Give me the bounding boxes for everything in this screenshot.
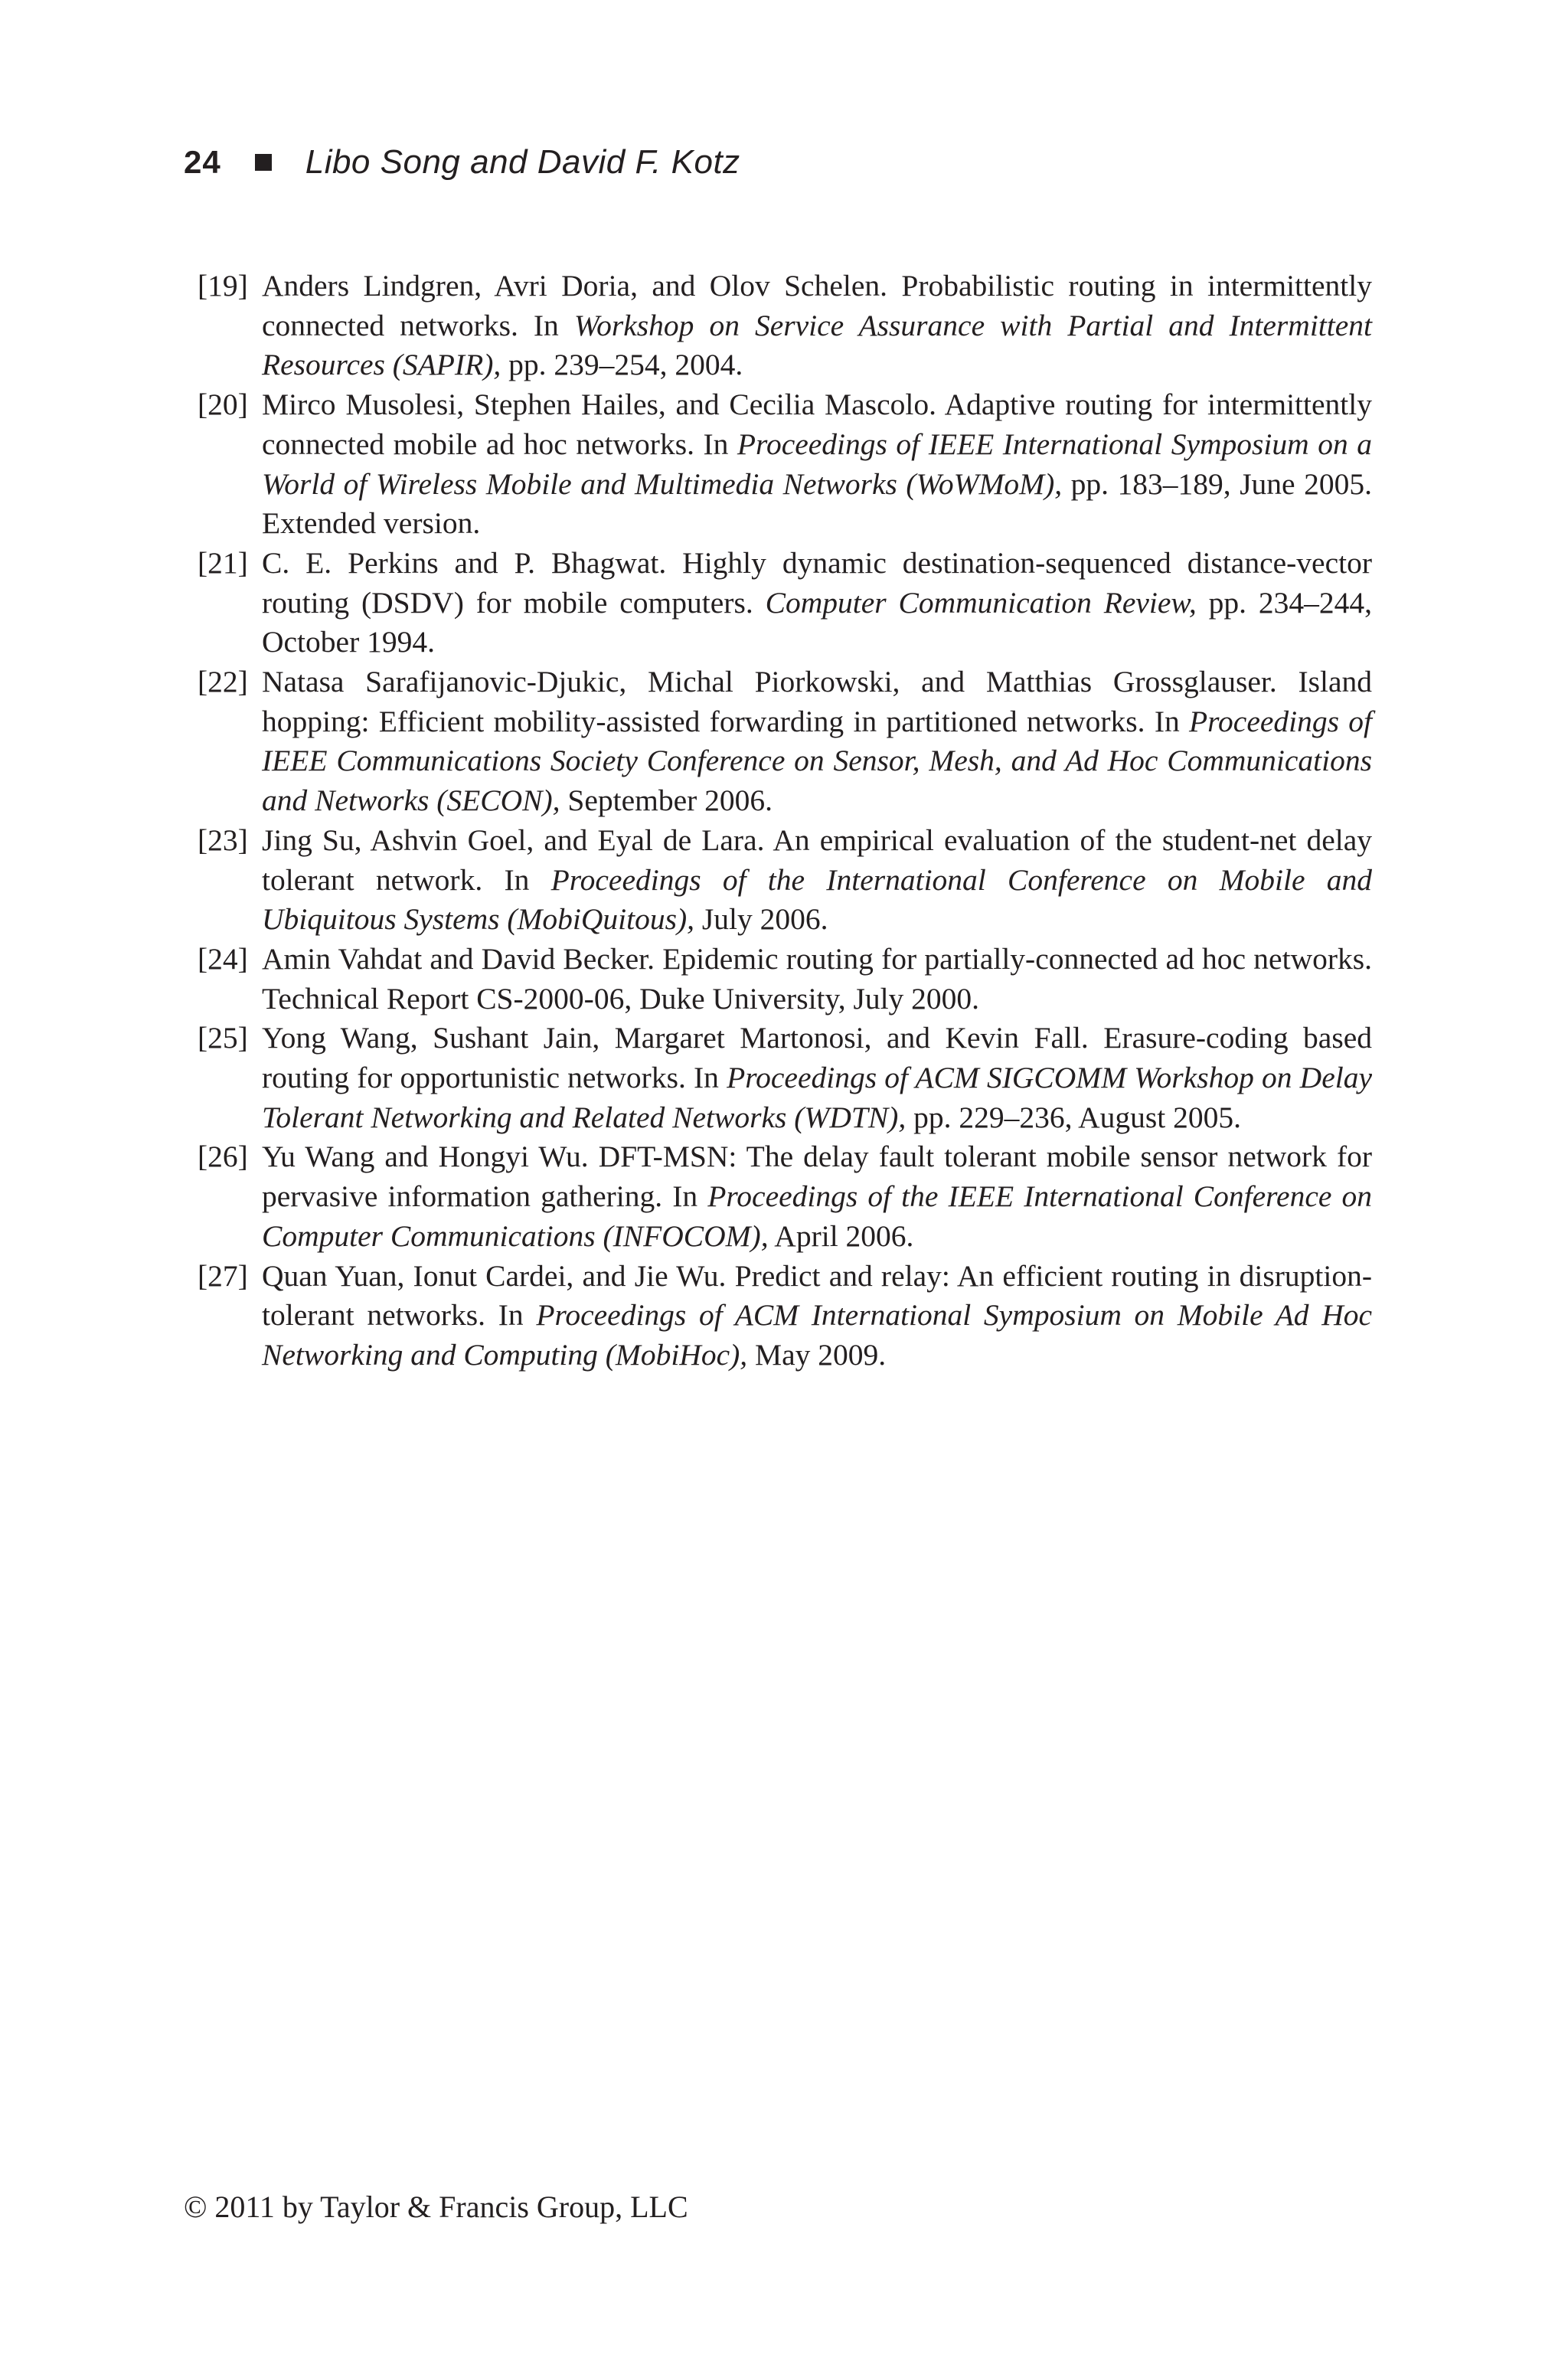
reference-text: Yu Wang and Hongyi Wu. DFT-MSN: The delay fault tolerant mobile sensor network for pervasive information gathering. In — [262, 1140, 1372, 1214]
reference-text: Jing Su, Ashvin Goel, and Eyal de Lara. An empirical evaluation of the student-net delay tolerant network. In — [262, 823, 1372, 897]
reference-number: [24] — [198, 941, 248, 976]
reference-details: pp. 229–236, August 2005. — [906, 1100, 1242, 1134]
reference-20 — [198, 385, 1372, 544]
reference-body — [262, 267, 1372, 385]
reference-body — [262, 1137, 1372, 1256]
reference-list — [198, 267, 1372, 1375]
running-head — [184, 139, 740, 185]
reference-details: July 2006. — [694, 902, 828, 937]
reference-text: Anders Lindgren, Avri Doria, and Olov Schelen. Probabilistic routing in intermittently connected networks. In — [262, 269, 1372, 342]
reference-details: pp. 239–254, 2004. — [501, 348, 743, 382]
page-number: 24 — [184, 144, 221, 180]
reference-24 — [198, 940, 1372, 1019]
reference-details: September 2006. — [560, 783, 773, 818]
reference-details: pp. 183–189, June 2005. Extended version. — [262, 466, 1372, 541]
reference-body — [262, 385, 1372, 544]
running-head-authors: Libo Song and David F. Kotz — [305, 143, 740, 181]
reference-number: [20] — [198, 388, 248, 422]
reference-venue: Workshop on Service Assurance with Partial and Intermittent Resources (SAPIR), — [262, 308, 1372, 382]
reference-body — [262, 821, 1372, 940]
reference-venue: Proceedings of the IEEE International Conference on Computer Communications (INFOCOM), — [262, 1179, 1372, 1253]
reference-venue: Proceedings of IEEE International Symposium on a World of Wireless Mobile and Multimedia Networks (WoWMoM), — [262, 427, 1372, 501]
square-bullet-icon — [255, 154, 272, 171]
reference-text: Natasa Sarafijanovic-Djukic, Michal Piorkowski, and Matthias Grossglauser. Island hopping: Efficient mobility-assisted forwarding in partitioned networks. In — [262, 665, 1372, 738]
reference-text: C. E. Perkins and P. Bhagwat. Highly dynamic destination-sequenced distance-vector routing (DSDV) for mobile computers. — [262, 545, 1372, 620]
reference-body — [262, 1019, 1372, 1137]
reference-body — [262, 940, 1372, 1019]
reference-body — [262, 662, 1372, 821]
reference-21 — [198, 544, 1372, 662]
reference-details: May 2009. — [747, 1337, 887, 1372]
reference-19 — [198, 267, 1372, 385]
reference-text: Quan Yuan, Ionut Cardei, and Jie Wu. Predict and relay: An efficient routing in disruption-tolerant networks. In — [262, 1258, 1372, 1333]
reference-number: [27] — [198, 1258, 248, 1293]
reference-venue: Computer Communication Review, — [765, 585, 1197, 620]
reference-body — [262, 1257, 1372, 1375]
reference-27 — [198, 1257, 1372, 1375]
reference-text: Yong Wang, Sushant Jain, Margaret Martonosi, and Kevin Fall. Erasure-coding based routing for opportunistic networks. In — [262, 1021, 1372, 1095]
reference-number: [23] — [198, 823, 248, 857]
reference-22 — [198, 662, 1372, 821]
reference-venue: Proceedings of IEEE Communications Society Conference on Sensor, Mesh, and Ad Hoc Communications and Networks (SECON), — [262, 704, 1373, 818]
reference-number: [25] — [198, 1021, 248, 1055]
reference-number: [19] — [198, 269, 248, 303]
reference-26 — [198, 1137, 1372, 1256]
copyright-notice: © 2011 by Taylor & Francis Group, LLC — [184, 2190, 688, 2224]
reference-body — [262, 544, 1372, 662]
reference-venue: Proceedings of the International Conference on Mobile and Ubiquitous Systems (MobiQuitous), — [262, 862, 1372, 937]
reference-number: [21] — [198, 545, 248, 580]
reference-25 — [198, 1019, 1372, 1137]
reference-venue: Proceedings of ACM International Symposium on Mobile Ad Hoc Networking and Computing (MobiHoc), — [262, 1298, 1373, 1372]
reference-details: pp. 234–244, October 1994. — [262, 585, 1372, 659]
reference-number: [26] — [198, 1140, 248, 1174]
reference-details: April 2006. — [768, 1218, 914, 1253]
reference-23 — [198, 821, 1372, 940]
reference-text: Mirco Musolesi, Stephen Hailes, and Cecilia Mascolo. Adaptive routing for intermittently connected mobile ad hoc networks. In — [262, 388, 1372, 461]
reference-number: [22] — [198, 665, 248, 699]
reference-text: Amin Vahdat and David Becker. Epidemic routing for partially-connected ad hoc networks. Technical Report CS-2000-06, Duke University, July 2000. — [262, 941, 1372, 1016]
reference-venue: Proceedings of ACM SIGCOMM Workshop on Delay Tolerant Networking and Related Networks (WDTN), — [262, 1061, 1373, 1134]
